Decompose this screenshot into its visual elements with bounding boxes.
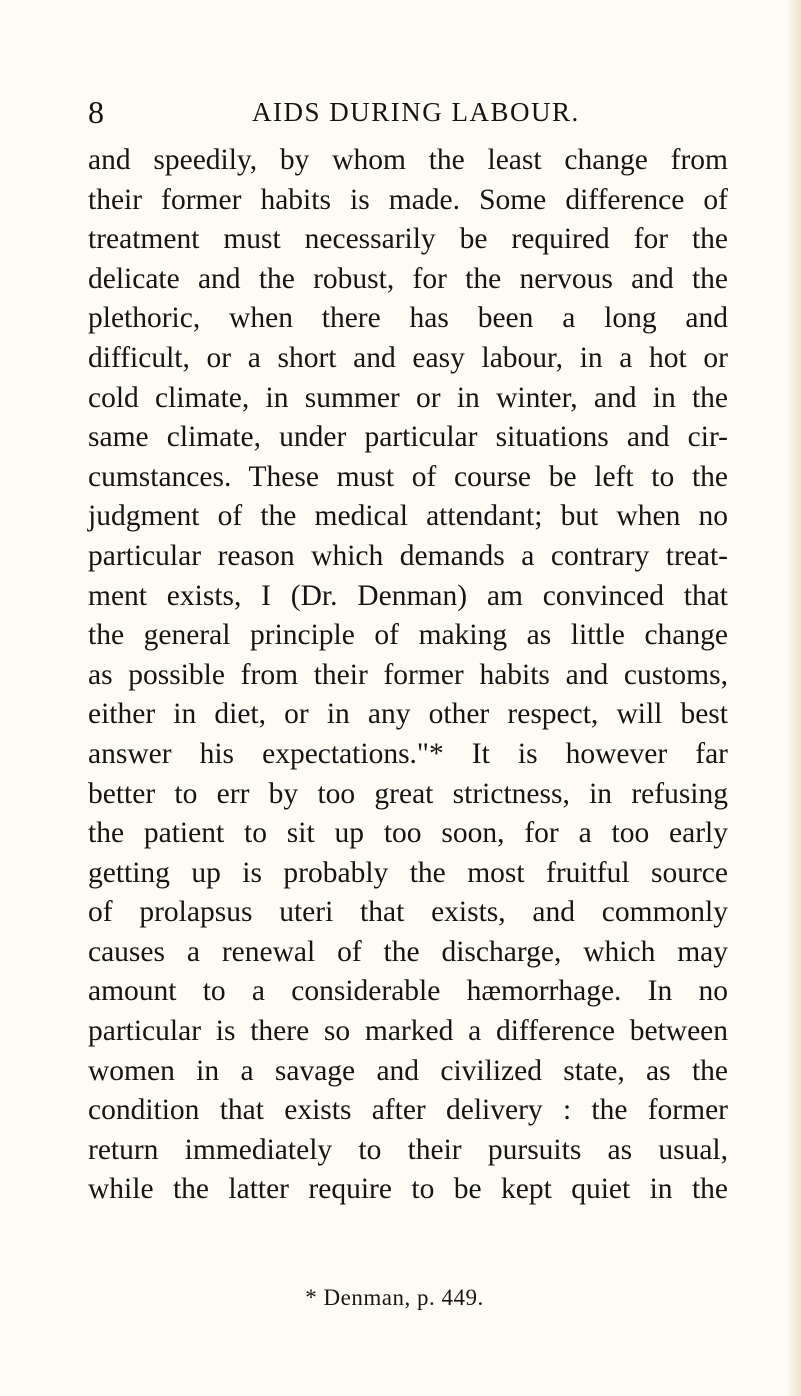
text-line: women in a savage and civilized state, as the [88, 1054, 728, 1087]
text-line: better to err by too great strictness, in refusing [88, 777, 728, 810]
text-line: ment exists, I (Dr. Denman) am convinced that [88, 579, 728, 612]
page-number: 8 [88, 94, 104, 130]
text-line: the patient to sit up too soon, for a too early [88, 817, 728, 850]
text-line: their former habits is made. Some difference of [88, 183, 728, 216]
text-line: amount to a considerable hæmorrhage. In no [88, 975, 728, 1008]
text-line: same climate, under particular situations and cir- [88, 421, 728, 454]
footnote-text: * Denman, p. 449. [305, 1285, 484, 1310]
body-text [88, 141, 728, 1210]
text-line: delicate and the robust, for the nervous and the [88, 262, 728, 295]
text-line: and speedily, by whom the least change from [88, 144, 728, 176]
text-line: while the latter require to be kept quiet in the [88, 1173, 728, 1206]
footnote [0, 1283, 801, 1313]
text-line: condition that exists after delivery : the former [88, 1094, 728, 1127]
text-line: particular is there so marked a difference between [88, 1015, 728, 1048]
text-line: particular reason which demands a contrary treat- [88, 539, 728, 572]
text-line: difficult, or a short and easy labour, in a hot or [88, 341, 728, 374]
text-line: plethoric, when there has been a long and [88, 302, 728, 335]
text-line: answer his expectations."* It is however far [88, 737, 728, 770]
text-line: cumstances. These must of course be left to the [88, 460, 728, 493]
text-line: cold climate, in summer or in winter, and in the [88, 381, 728, 414]
text-line: getting up is probably the most fruitful source [88, 856, 728, 889]
text-line: judgment of the medical attendant; but when no [88, 500, 728, 533]
running-head: AIDS DURING LABOUR. [252, 97, 580, 127]
text-line: return immediately to their pursuits as usual, [88, 1133, 728, 1166]
text-line: either in diet, or in any other respect, will best [88, 698, 728, 731]
page-header [88, 92, 728, 132]
text-line: the general principle of making as little change [88, 619, 728, 652]
text-line: causes a renewal of the discharge, which may [88, 935, 728, 968]
text-line: as possible from their former habits and customs, [88, 658, 728, 691]
page-edge-shadow [787, 0, 801, 1396]
text-line: of prolapsus uteri that exists, and commonly [88, 896, 728, 929]
text-line: treatment must necessarily be required for the [88, 223, 728, 256]
